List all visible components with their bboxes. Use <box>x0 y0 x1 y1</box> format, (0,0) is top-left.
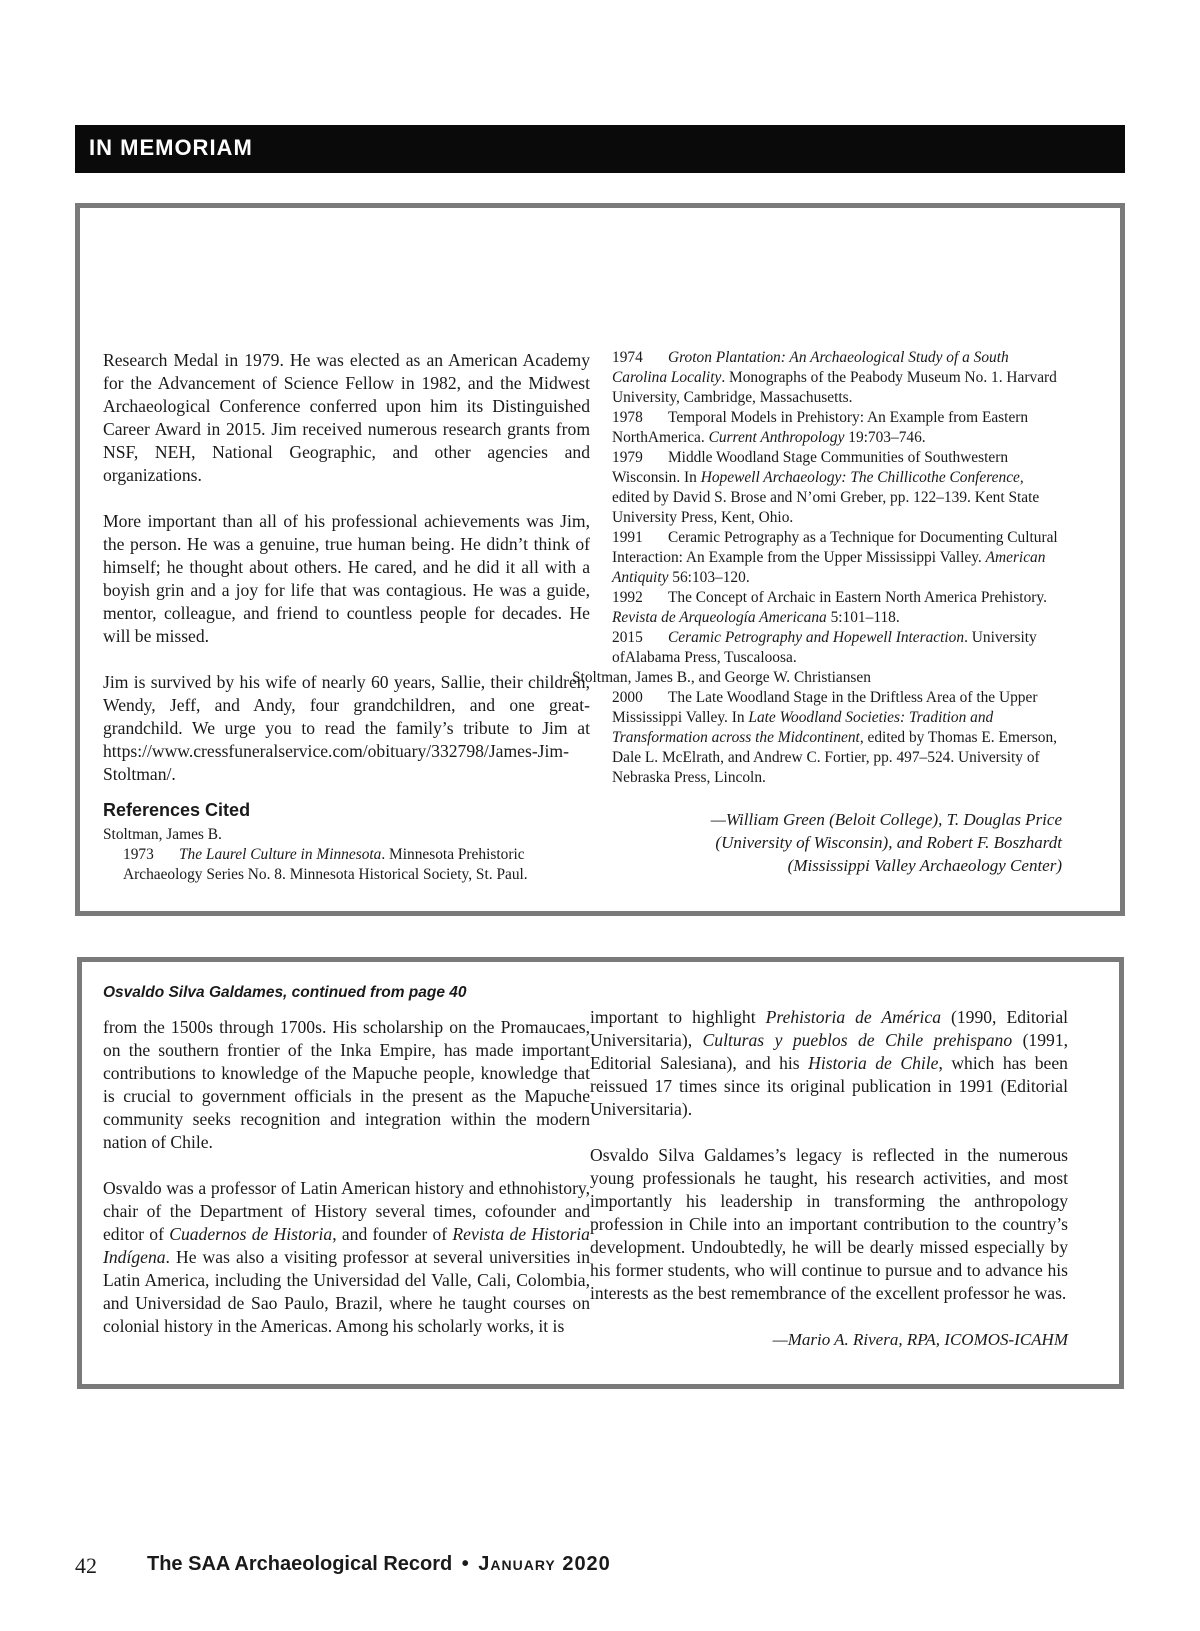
reference-journal: American Antiquity <box>612 549 1046 586</box>
reference-year: 2000 <box>612 689 643 706</box>
reference-details: 56:103–120. <box>668 569 750 586</box>
reference-entry <box>592 408 1062 448</box>
memoriam-left-column <box>103 349 590 885</box>
reference-entry <box>592 448 1062 528</box>
reference-year: 1979 <box>612 449 643 466</box>
galdames-paragraph: important to highlight Prehistoria de América (1990, Editorial Universitaria), Culturas y pueblos de Chile prehispano (1991, Editorial Salesiana), and his Historia de Chile, which has been reissued 17 times since its original publication in 1991 (Editorial Universitaria). <box>590 1007 1069 1119</box>
reference-year: 2015 <box>612 629 643 646</box>
reference-entry <box>103 845 590 885</box>
journal-title: The SAA Archaeological Record <box>147 1553 453 1575</box>
reference-title: The Late Woodland Stage in the Driftless Area of the Upper Mississippi Valley. In <box>612 689 1038 726</box>
reference-title: The Concept of Archaic in Eastern North America Prehistory. <box>668 589 1047 606</box>
continued-heading: Osvaldo Silva Galdames, continued from page 40 <box>103 984 467 1001</box>
reference-details: 5:101–118. <box>826 609 900 626</box>
page-number: 42 <box>75 1553 97 1578</box>
galdames-paragraph: Osvaldo was a professor of Latin American history and ethnohistory, chair of the Department of History several times, cofounder and editor of Cuadernos de Historia, and founder of Revista de Historia Indígena. He was also a visiting professor at several universities in Latin America, including the Universidad del Valle, Cali, Colombia, and Universidad de Sao Paulo, Brazil, where he taught courses on colonial history in the Americas. Among his scholarly works, it is <box>103 1178 590 1336</box>
reference-title: Groton Plantation: An Archaeological Study of a South Carolina Locality <box>612 349 1009 386</box>
memoriam-signature <box>592 808 1062 877</box>
reference-year: 1991 <box>612 529 643 546</box>
galdames-paragraph: Osvaldo Silva Galdames’s legacy is reflected in the numerous young professionals he taught, his research activities, and most importantly his leadership in transforming the anthropology profession in Chile into an important contribution to the country’s development. Undoubtedly, he will be dearly missed especially by his former students, who will continue to pursue and to advance his interests as the best remembrance of the excellent professor he was. <box>590 1145 1068 1303</box>
reference-author: Stoltman, James B. <box>103 826 222 843</box>
separator: • <box>461 1553 469 1575</box>
references-heading: References Cited <box>103 800 251 820</box>
memoriam-box <box>75 203 1125 916</box>
signature-line: (University of Wisconsin), and Robert F. Boszhardt <box>715 833 1062 852</box>
section-header-bar <box>75 125 1125 173</box>
reference-title: Temporal Models in Prehistory: An Example from Eastern NorthAmerica. <box>612 409 1029 446</box>
reference-entry <box>592 348 1062 408</box>
galdames-signature: —Mario A. Rivera, RPA, ICOMOS-ICAHM <box>772 1330 1068 1349</box>
reference-details: . Monographs of the Peabody Museum No. 1. Harvard University, Cambridge, Massachusetts. <box>612 369 1057 406</box>
issue-date: January 2020 <box>478 1553 611 1575</box>
signature-line: (Mississippi Valley Archaeology Center) <box>787 856 1062 875</box>
reference-title: The Laurel Culture in Minnesota <box>179 846 382 863</box>
reference-year: 1974 <box>612 349 643 366</box>
reference-entry <box>592 628 1062 668</box>
reference-title: Ceramic Petrography as a Technique for Documenting Cultural Interaction: An Example from the Upper Mississippi Valley. <box>612 529 1058 566</box>
galdames-left-column <box>103 984 590 1361</box>
memoriam-paragraph: Jim is survived by his wife of nearly 60 years, Sallie, their children, Wendy, Jeff, and Andy, four grandchildren, and one great-grandchild. We urge you to read the family’s tribute to Jim at https://www.cressfuneralservice.com/obituary/332798/James-Jim-Stoltman/. <box>103 672 590 784</box>
reference-title: Middle Woodland Stage Communities of Southwestern Wisconsin. In <box>612 449 1009 486</box>
reference-year: 1992 <box>612 589 643 606</box>
memoriam-paragraph: More important than all of his professional achievements was Jim, the person. He was a genuine, true human being. He didn’t think of himself; he thought about others. He cared, and he did it all with a boyish grin and a joy for life that was contagious. He was a guide, mentor, colleague, and friend to countless people for decades. He will be missed. <box>103 511 590 646</box>
reference-details: 19:703–746. <box>844 429 926 446</box>
journal-title-line <box>147 1553 611 1576</box>
signature-line: —William Green (Beloit College), T. Douglas Price <box>710 810 1062 829</box>
reference-details: . Minnesota Prehistoric Archaeology Series No. 8. Minnesota Historical Society, St. Paul. <box>123 846 528 883</box>
memoriam-paragraph: Research Medal in 1979. He was elected as an American Academy for the Advancement of Science Fellow in 1982, and the Midwest Archaeological Conference conferred upon him its Distinguished Career Award in 2015. Jim received numerous research grants from NSF, NEH, National Geographic, and other agencies and organizations. <box>103 350 590 485</box>
reference-entry <box>592 528 1062 588</box>
galdames-box <box>77 957 1124 1389</box>
section-title: IN MEMORIAM <box>89 135 253 160</box>
reference-details: , edited by David S. Brose and N’omi Greber, pp. 122–139. Kent State University Press, Kent, Ohio. <box>612 469 1040 526</box>
galdames-right-column <box>590 1006 1068 1351</box>
reference-entry <box>592 688 1062 788</box>
reference-entry <box>592 588 1062 628</box>
reference-year: 1973 <box>123 846 154 863</box>
reference-details: , edited by Thomas E. Emerson, Dale L. McElrath, and Andrew C. Fortier, pp. 497–524. University of Nebraska Press, Lincoln. <box>612 729 1058 786</box>
reference-journal: Current Anthropology <box>708 429 845 446</box>
reference-journal: Ceramic Petrography and Hopewell Interaction <box>668 629 965 646</box>
reference-details: . University ofAlabama Press, Tuscaloosa. <box>612 629 1037 666</box>
reference-author: Stoltman, James B., and George W. Christiansen <box>572 669 871 686</box>
reference-year: 1978 <box>612 409 643 426</box>
galdames-paragraph: from the 1500s through 1700s. His scholarship on the Promaucaes, on the southern frontier of the Inka Empire, has made important contributions to knowledge of the Mapuche people, knowledge that is crucial to government officials in the present as the Mapuche community seeks recognition and integration within the modern nation of Chile. <box>103 1017 590 1152</box>
reference-journal: Late Woodland Societies: Tradition and Transformation across the Midcontinent <box>612 709 994 746</box>
memoriam-right-column <box>572 348 1062 877</box>
reference-journal: Hopewell Archaeology: The Chillicothe Conference <box>700 469 1020 486</box>
reference-journal: Revista de Arqueología Americana <box>612 609 827 626</box>
